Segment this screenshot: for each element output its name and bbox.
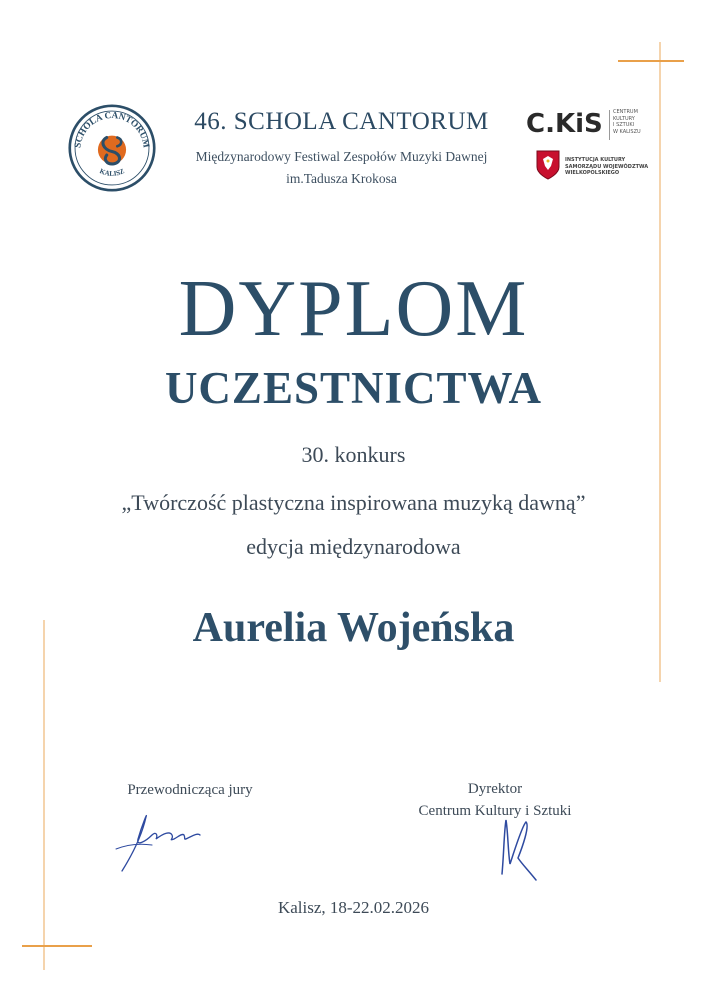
diploma-title: DYPLOM [178, 265, 529, 353]
institution-text [565, 157, 655, 177]
contest-name: „Twórczość plastyczna inspirowana muzyką dawną” [121, 490, 586, 515]
jury-chair-signature [112, 805, 212, 875]
ckis-text-line: W KALISZU [613, 128, 641, 135]
ckis-text-line: KULTURY [613, 115, 635, 122]
ckis-text [613, 109, 663, 135]
ckis-logo [526, 108, 606, 138]
director-institution-label: Centrum Kultury i Sztuki [418, 803, 572, 819]
schola-cantorum-logo [68, 104, 156, 192]
director-label: Dyrektor [467, 781, 523, 797]
festival-subtitle: Międzynarodowy Festiwal Zespołów Muzyki Dawnej [195, 149, 488, 164]
diploma-subtitle: UCZESTNICTWA [164, 363, 543, 413]
jury-chair-label: Przewodnicząca jury [127, 782, 253, 798]
festival-title: 46. SCHOLA CANTORUM [194, 108, 489, 135]
ckis-divider [609, 110, 610, 140]
ckis-mark: C.KiS [526, 109, 603, 138]
logo-bottom-text: KALISZ [98, 167, 126, 178]
place-date: Kalisz, 18-22.02.2026 [277, 898, 430, 917]
festival-patron: im.Tadusza Krokosa [286, 171, 397, 186]
recipient-name: Aurelia Wojeńska [192, 605, 515, 651]
director-signature [492, 812, 542, 884]
gold-line-top-right-horizontal [618, 60, 684, 62]
ckis-text-line: I SZTUKI [613, 122, 635, 128]
wielkopolska-crest-icon [536, 150, 560, 180]
ckis-text-line: CENTRUM [613, 109, 638, 115]
institution-text-line: WIELKOPOLSKIEGO [565, 170, 620, 176]
institution-text-line: INSTYTUCJA KULTURY [565, 157, 626, 163]
gold-line-bottom-left-horizontal [22, 945, 92, 947]
logo-ring-text: SCHOLA CANTORUM [72, 109, 152, 149]
institution-text-line: SAMORZĄDU WOJEWÓDZTWA [565, 163, 649, 170]
contest-edition: edycja międzynarodowa [246, 534, 461, 559]
contest-number: 30. konkurs [301, 442, 406, 467]
